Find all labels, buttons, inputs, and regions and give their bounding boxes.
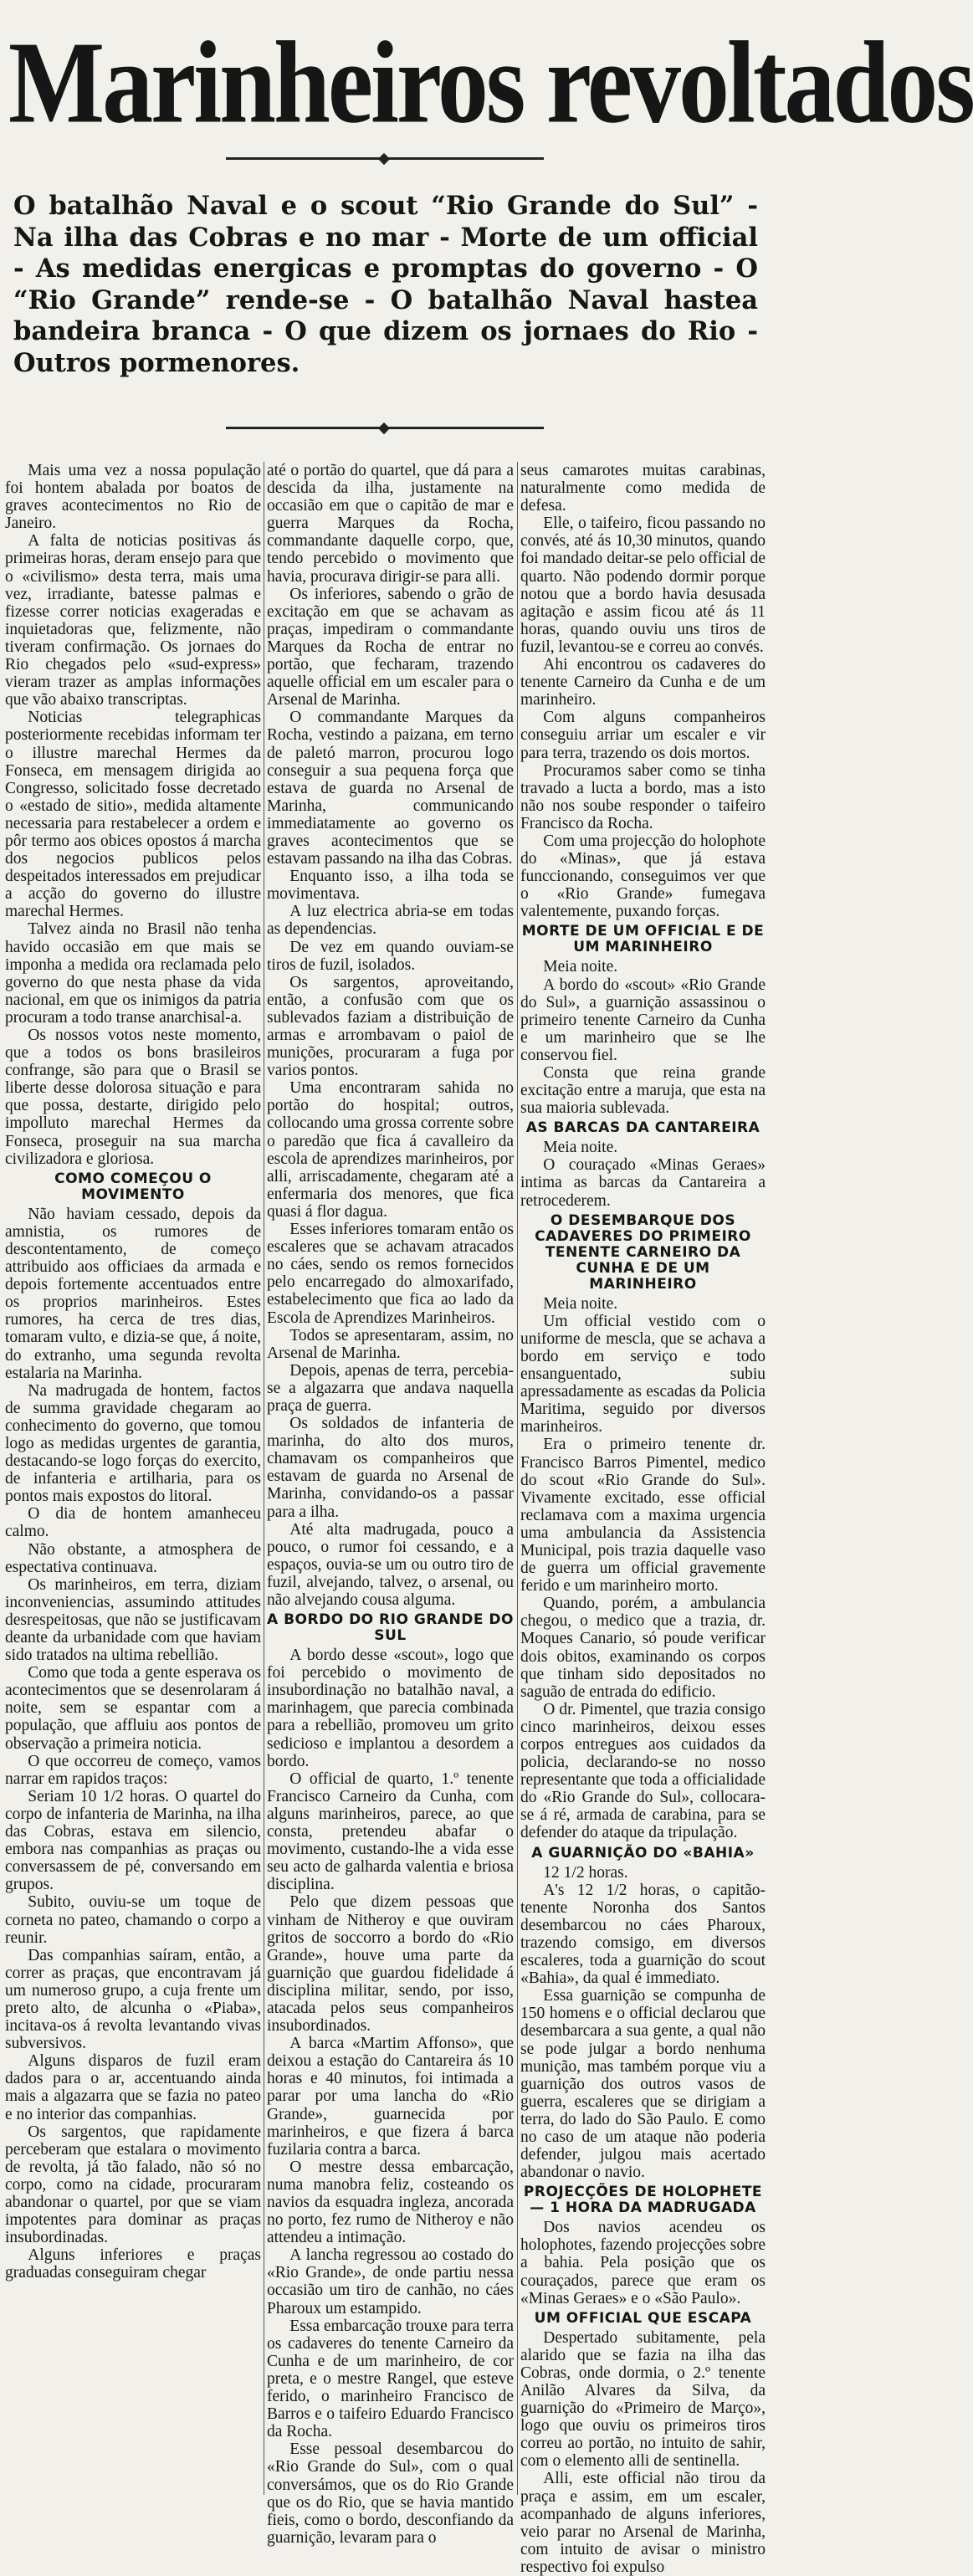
paragraph: Esse pessoal desembarcou do «Rio Grande do Sul», com o qual conversámos, que os do Rio Grande que os do Rio, que se havia mantido fieis, como o bordo, desconfiando da guarnição, levaram para o <box>267 2440 514 2547</box>
paragraph: Meia noite. <box>543 958 618 976</box>
column-1 <box>5 462 261 2493</box>
paragraph: Meia noite. <box>543 1294 618 1313</box>
paragraph: O mestre dessa embarcação, numa manobra feliz, costeando os navios da esquadra ingleza, ancorada no porto, fez rumo de Nitheroy e não attendeu a intimação. <box>267 2158 514 2247</box>
paragraph: A bordo desse «scout», logo que foi percebido o movimento de insubordinação no batalhão naval, a marinhagem, que parecia combinada para a rebellião, promoveu um grito sedicioso e implantou a desordem a bordo. <box>267 1646 514 1770</box>
paragraph: Das companhias saíram, então, a correr as praças, que encontravam já um numeroso grupo, a cuja frente um preto alto, de alcunha o «Piaba», incitava-os á revolta levantando vivas subversivos. <box>5 1946 261 2053</box>
paragraph: O dr. Pimentel, que trazia consigo cinco marinheiros, deixou esses corpos entregues aos cuidados da policia, declarando-se no nosso representante que toda a officialidade do «Rio Grande do Sul», collocara-se á ré, armada de carabina, para se defender do ataque da tripulação. <box>520 1700 766 1842</box>
top-ornament-rule <box>226 157 544 160</box>
paragraph: Noticias telegraphicas posteriormente recebidas informam ter o illustre marechal Hermes da Fonseca, em mensagem dirigida ao Congresso, solicitado fosse decretado o «estado de sitio», medida altamente necessaria para restabelecer a ordem e pôr termo aos obices opostos á marcha dos negocios publicos pelos despeitados interessados em prejudicar a acção do governo do illustre marechal Hermes. <box>5 709 261 921</box>
paragraph: Ahi encontrou os cadaveres do tenente Carneiro da Cunha e de um marinheiro. <box>520 656 766 709</box>
paragraph: Alli, este official não tirou da praça e assim, em um escaler, acompanhado de alguns inferiores, veio parar no Arsenal de Marinha, com intuito de avisar o ministro respectivo foi expulso <box>520 2470 766 2576</box>
paragraph: Uma encontraram sahida no portão do hospital; outros, collocando uma grossa corrente sobre o paredão que fica á cavalleiro da escola de aprendizes marinheiros, por alli, arriscadamente, chegaram até a enfermaria dos menores, que fica quasi á flor dagua. <box>267 1079 514 1221</box>
paragraph: Mais uma vez a nossa população foi hontem abalada por boatos de graves acontecimentos no Rio de Janeiro. <box>5 462 261 533</box>
paragraph: De vez em quando ouviam-se tiros de fuzil, isolados. <box>267 938 514 974</box>
paragraph: Não haviam cessado, depois da amnistia, os rumores de descontentamento, de começo attribuido aos officiaes da armada e depois fortemente accentuados entre os proprios marinheiros. Estes rumores, ha cerca de tres dias, tomaram vulto, e dizia-se que, á noite, do extranho, uma segunda revolta estalaria na Marinha. <box>5 1205 261 1382</box>
paragraph: O commandante Marques da Rocha, vestindo a paizana, em terno de paletó marron, procurou logo conseguir a sua pequena força que estava de guarda no Arsenal de Marinha, communicando immediatamente ao governo os graves acontecimentos que se estavam passando na ilha das Cobras. <box>267 709 514 868</box>
paragraph: Com alguns companheiros conseguiu arriar um escaler e vir para terra, trazendo os dois mortos. <box>520 709 766 762</box>
section-heading: UM OFFICIAL QUE ESCAPA <box>534 2309 752 2327</box>
headline: Marinheiros revoltados <box>8 18 973 148</box>
paragraph: Os marinheiros, em terra, diziam inconveniencias, assumindo attitudes desrespeitosas, que não se justificavam deante da urbanidade com que haviam sido tratados na ultima rebellião. <box>5 1575 261 1665</box>
paragraph: Os sargentos, aproveitando, então, a confusão com que os sublevados faziam a distribuição de armas e arrombavam o paiol de munições, procuraram a fuga por varios pontos. <box>267 973 514 1080</box>
paragraph: Seriam 10 1/2 horas. O quartel do corpo de infanteria de Marinha, na ilha das Cobras, estava em silencio, embora nas companhias as praças ou conversassem de pé, conversando em grupos. <box>5 1787 261 1894</box>
paragraph: Era o primeiro tenente dr. Francisco Barros Pimentel, medico do scout «Rio Grande do Sul». Vivamente excitado, esse official reclamava com a maxima urgencia uma ambulancia da Assistencia Municipal, pois trazia daquelle vaso de guerra um official gravemente ferido e um marinheiro morto. <box>520 1436 766 1595</box>
paragraph: O que occorreu de começo, vamos narrar em rapidos traços: <box>5 1752 261 1788</box>
column-3 <box>520 462 766 2576</box>
paragraph: Na madrugada de hontem, factos de summa gravidade chegaram ao conhecimento do governo, que tomou logo as medidas urgentes de garantia, destacando-se logo forças do exercito, de infanteria e artilharia, para os pontos mais expostos do litoral. <box>5 1381 261 1506</box>
paragraph: Talvez ainda no Brasil não tenha havido occasião em que mais se imponha a medida ora reclamada pelo governo do que nesta phase da vida nacional, em que os inimigos da patria procuram a todo transe anarchisal-a. <box>5 920 261 1027</box>
paragraph: Um official vestido com o uniforme de mescla, que se achava a bordo em serviço e todo ensanguentado, subiu apressadamente as escadas da Policia Maritima, seguido por diversos marinheiros. <box>520 1312 766 1437</box>
paragraph: Como que toda a gente esperava os acontecimentos que se desenrolaram á noite, sem se espantar com a população, que affluiu aos pontos de observação a primeira noticia. <box>5 1664 261 1753</box>
paragraph: Alguns disparos de fuzil eram dados para o ar, accentuando ainda mais a algazarra que se fazia no pateo e no interior das companhias. <box>5 2052 261 2123</box>
section-heading: COMO COMEÇOU O MOVIMENTO <box>54 1170 212 1203</box>
paragraph: A falta de noticias positivas ás primeiras horas, deram ensejo para que o «civilismo» desta terra, mais uma vez, irradiante, batesse palmas e fizesse correr noticias exageradas e inquietadoras que, felizmente, não tiveram confirmação. Os jornaes do Rio chegados pelo «sud-express» vieram trazer as amplas informações que vão abaixo transcriptas. <box>5 532 261 709</box>
paragraph: Subito, ouviu-se um toque de corneta no pateo, chamando o corpo a reunir. <box>5 1893 261 1947</box>
paragraph: Alguns inferiores e praças graduadas conseguiram chegar <box>5 2246 261 2282</box>
paragraph: A bordo do «scout» «Rio Grande do Sul», a guarnição assassinou o primeiro tenente Carneiro da Cunha e um marinheiro que se lhe conservou fiel. <box>520 976 766 1064</box>
paragraph: Depois, apenas de terra, percebia-se a algazarra que andava naquella praça de guerra. <box>267 1361 514 1415</box>
paragraph: Consta que reina grande excitação entre a maruja, que esta na sua maioria sublevada. <box>520 1064 766 1118</box>
paragraph: Até alta madrugada, pouco a pouco, o rumor foi cessando, e a espaços, ouvia-se um ou outro tiro de fuzil, alvejando, talvez, o arsenal, ou não alvejando cousa alguma. <box>267 1520 514 1609</box>
section-heading: MORTE DE UM OFFICIAL E DE UM MARINHEIRO <box>521 923 765 956</box>
ornament-diamond <box>378 423 390 434</box>
paragraph: A's 12 1/2 horas, o capitão-tenente Noronha dos Santos desembarcou no cáes Pharoux, trazendo comsigo, em diversos escaleres, toda a guarnição do scout «Bahia», da qual é immediato. <box>520 1881 766 1988</box>
paragraph: Os sargentos, que rapidamente perceberam que estalara o movimento de revolta, já tão falado, não só no corpo, como na cidade, procuraram abandonar o quartel, por que se viam impotentes para dominar as praças insubordinadas. <box>5 2123 261 2247</box>
paragraph: Despertado subitamente, pela alarido que se fazia na ilha das Cobras, onde dormia, o 2.º tenente Anilão Alvares da Silva, da guarnição do «Primeiro de Março», logo que ouviu os primeiros tiros correu ao portão, no intuito de sahir, com o elemento alli de sentinella. <box>520 2328 766 2471</box>
section-heading: A BORDO DO RIO GRANDE DO SUL <box>267 1611 514 1645</box>
section-heading: AS BARCAS DA CANTAREIRA <box>525 1119 760 1137</box>
paragraph: Os inferiores, sabendo o grão de excitação em que se achavam as praças, impediram o commandante Marques da Rocha de entrar no portão, que fecharam, trazendo aquelle official em um escaler para o Arsenal de Marinha. <box>267 585 514 709</box>
paragraph: Os soldados de infanteria de marinha, do alto dos muros, chamavam os companheiros que estavam de guarda no Arsenal de Marinha, convidando-os a passar para a ilha. <box>267 1415 514 1521</box>
section-heading: PROJECÇÕES DE HOLOPHETE — 1 HORA DA MADRUGADA <box>523 2184 763 2217</box>
section-heading: A GUARNIÇÃO DO «BAHIA» <box>531 1844 755 1862</box>
paragraph: A lancha regressou ao costado do «Rio Grande», de onde partiu nessa occasião um tiro de canhão, no cáes Pharoux um estampido. <box>267 2246 514 2317</box>
summary-deck: O batalhão Naval e o scout “Rio Grande do Sul” - Na ilha das Cobras e no mar - Morte de um official - As medidas energicas e promptas do governo - O “Rio Grande” rende-se - O batalhão Naval hastea bandeira branca - O que dizem os jornaes do Rio - Outros pormenores. <box>13 191 758 378</box>
paragraph: Os nossos votos neste momento, que a todos os bons brasileiros confrange, são para que o Brasil se liberte desse dolorosa situação e para que possa, destarte, dirigido pelo impolluto marechal Hermes da Fonseca, proseguir na sua marcha civilizadora e gloriosa. <box>5 1027 261 1168</box>
paragraph: A barca «Martim Affonso», que deixou a estação do Cantareira ás 10 horas e 40 minutos, foi intimada a parar por uma lancha do «Rio Grande», guarnecida por marinheiros, e que fizera á barca fuzilaria contra a barca. <box>267 2035 514 2159</box>
paragraph: O dia de hontem amanheceu calmo. <box>5 1505 261 1541</box>
paragraph: Não obstante, a atmosphera de espectativa continuava. <box>5 1540 261 1576</box>
section-heading: O DESEMBARQUE DOS CADAVERES DO PRIMEIRO TENENTE CARNEIRO DA CUNHA E DE UM MARINHEIRO <box>535 1211 751 1293</box>
paragraph: Essa embarcação trouxe para terra os cadaveres do tenente Carneiro da Cunha e de um marinheiro, de cor preta, e o mestre Rangel, que esteve ferido, o marinheiro Francisco de Barros e o taifeiro Eduardo Francisco da Rocha. <box>267 2317 514 2441</box>
column-2 <box>267 462 514 2547</box>
paragraph: Enquanto isso, a ilha toda se movimentava. <box>267 868 514 904</box>
bottom-ornament-rule <box>226 427 544 429</box>
paragraph: Procuramos saber como se tinha travado a lucta a bordo, mas a isto não nos soube responder o taifeiro Francisco da Rocha. <box>520 761 766 832</box>
paragraph: Todos se apresentaram, assim, no Arsenal de Marinha. <box>267 1326 514 1362</box>
paragraph: Elle, o taifeiro, ficou passando no convés, até ás 10,30 minutos, quando foi mandado deitar-se pelo official de quarto. Não podendo dormir porque notou que a bordo havia desusada agitação e assim ficou até ás 11 horas, quando ouviu uns tiros de fuzil, levantou-se e correu ao convés. <box>520 515 766 656</box>
paragraph: até o portão do quartel, que dá para a descida da ilha, justamente na occasião em que o capitão de mar e guerra Marques da Rocha, commandante daquelle corpo, que, tendo percebido o movimento que havia, procurava dirigir-se para alli. <box>267 462 514 586</box>
paragraph: Quando, porém, a ambulancia chegou, o medico que a trazia, dr. Moques Canario, só poude verificar dois obitos, examinando os corpos que tinham sido depositados no saguão de entrada do edificio. <box>520 1595 766 1701</box>
paragraph: O official de quarto, 1.º tenente Francisco Carneiro da Cunha, com alguns marinheiros, parece, ao que consta, pretendeu abafar o movimento, custando-lhe a vida esse seu acto de galharda valentia e briosa disciplina. <box>267 1769 514 1894</box>
paragraph: Meia noite. <box>543 1139 618 1157</box>
paragraph: Dos navios acendeu os holophotes, fazendo projecções sobre a bahia. Pela posição que os couraçados, parece que eram os «Minas Geraes» e o «São Paulo». <box>520 2219 766 2307</box>
paragraph: 12 1/2 horas. <box>543 1863 628 1882</box>
paragraph: Pelo que dizem pessoas que vinham de Nitheroy e que ouviram gritos de soccorro a bordo do «Rio Grande», houve uma parte da guarnição que guardou fidelidade á disciplina militar, sendo, por isso, atacada pelos seus companheiros insubordinados. <box>267 1893 514 2036</box>
paragraph: Essa guarnição se compunha de 150 homens e o official declarou que desembarcara a sua gente, a qual não se pode julgar a bordo nenhuma munição, mas também porque viu a guarnição dos outros vasos de guerra, escaleres que se dirigiam a terra, do lado do São Paulo. E como no caso de um ataque não poderia defender, julgou mais acertado abandonar o navio. <box>520 1987 766 2182</box>
paragraph: Esses inferiores tomaram então os escaleres que se achavam atracados no cáes, sendo os remos fornecidos pelo encarregado do almoxarifado, estabelecimento que fica ao lado da Escola de Aprendizes Marinheiros. <box>267 1221 514 1327</box>
column-divider-2 <box>517 462 518 2495</box>
paragraph: O couraçado «Minas Geraes» intima as barcas da Cantareira a retrocederem. <box>520 1156 766 1210</box>
paragraph: seus camarotes muitas carabinas, naturalmente como medida de defesa. <box>520 462 766 515</box>
paragraph: A luz electrica abria-se em todas as dependencias. <box>267 903 514 939</box>
paragraph: Com uma projecção do holophote do «Minas», que já estava funccionando, conseguimos ver que o «Rio Grande» fumegava valentemente, puxando forças. <box>520 832 766 921</box>
